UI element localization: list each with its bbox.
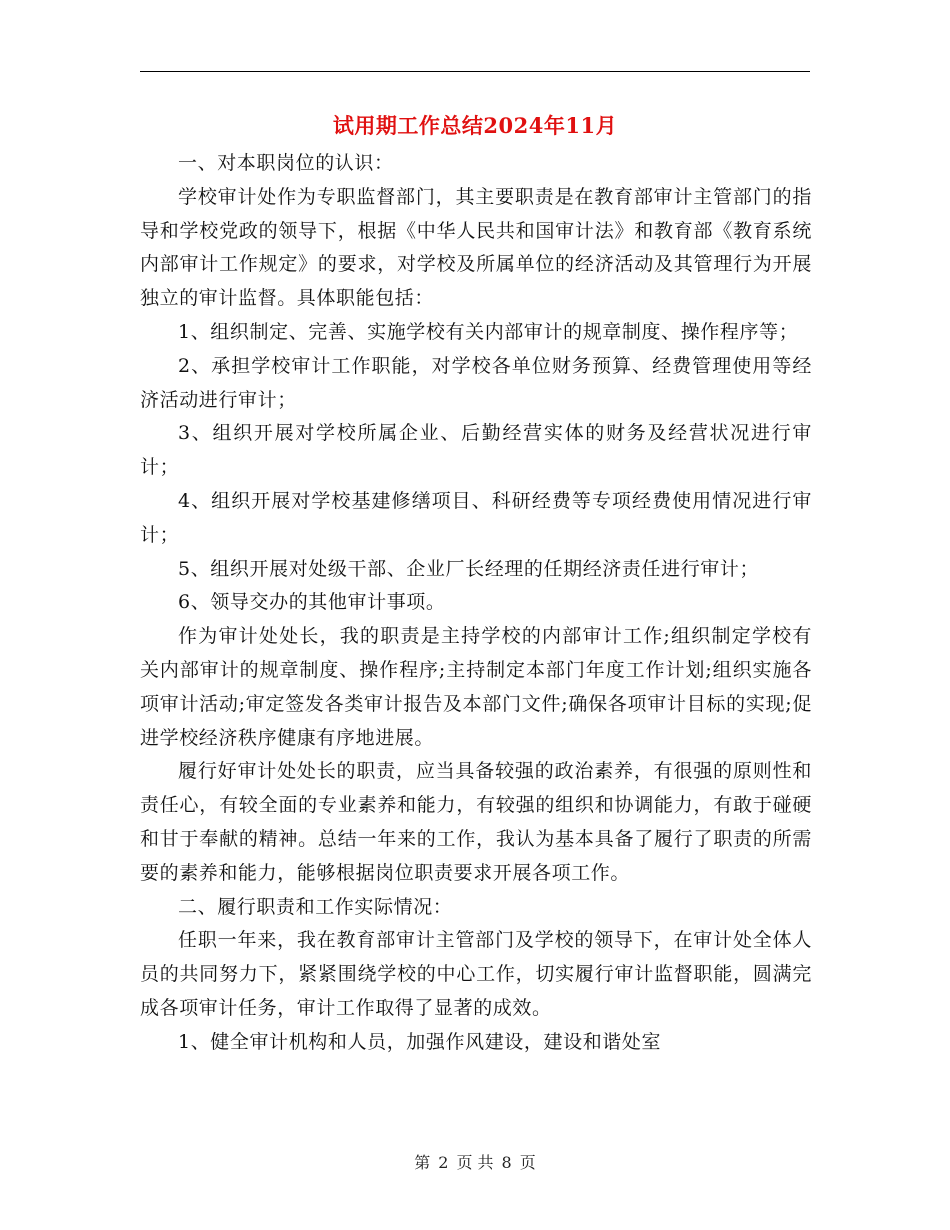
- header-rule: [140, 71, 810, 72]
- page-label-mid: 页 共: [456, 1153, 494, 1172]
- list-item-1: 1、组织制定、完善、实施学校有关内部审计的规章制度、操作程序等；: [178, 320, 799, 343]
- sub-item-1: 1、健全审计机构和人员，加强作风建设，建设和谐处室: [178, 1030, 662, 1053]
- current-page-number: 2: [438, 1153, 449, 1172]
- body-paragraph: 学校审计处作为专职监督部门，其主要职责是在教育部审计主管部门的指导和学校党政的领导下，根据《中华人民共和国审计法》和教育部《教育系统内部审计工作规定》的要求，对学校及所属单位的经济活动及其管理行为开展独立的审计监督。具体职能包括：: [140, 185, 812, 310]
- list-item-3: 3、组织开展对学校所属企业、后勤经营实体的财务及经营状况进行审计；: [140, 422, 812, 479]
- list-item-6: 6、领导交办的其他审计事项。: [178, 591, 446, 614]
- body-paragraph: 任职一年来，我在教育部审计主管部门及学校的领导下，在审计处全体人员的共同努力下，紧紧围绕学校的中心工作，切实履行审计监督职能，圆满完成各项审计任务，审计工作取得了显著的成效。: [140, 929, 812, 1019]
- list-item-4: 4、组织开展对学校基建修缮项目、科研经费等专项经费使用情况进行审计；: [140, 489, 812, 546]
- total-pages-number: 8: [501, 1153, 512, 1172]
- section-heading-2: 二、履行职责和工作实际情况：: [178, 895, 453, 918]
- document-body: [140, 147, 812, 1060]
- document-title: 试用期工作总结2024年11月: [332, 113, 618, 138]
- body-paragraph: 作为审计处处长，我的职责是主持学校的内部审计工作;组织制定学校有关内部审计的规章制度、操作程序;主持制定本部门年度工作计划;组织实施各项审计活动;审定签发各类审计报告及本部门文件;确保各项审计目标的实现;促进学校经济秩序健康有序地进展。: [140, 625, 812, 749]
- list-item-5: 5、组织开展对处级干部、企业厂长经理的任期经济责任进行审计；: [178, 557, 760, 580]
- page-footer: [0, 1151, 950, 1175]
- section-heading-1: 一、对本职岗位的认识：: [178, 152, 394, 174]
- list-item-2: 2、承担学校审计工作职能，对学校各单位财务预算、经费管理使用等经济活动进行审计；: [140, 354, 812, 411]
- page-label-prefix: 第: [414, 1153, 431, 1172]
- page-label-suffix: 页: [519, 1153, 536, 1172]
- body-paragraph: 履行好审计处处长的职责，应当具备较强的政治素养，有很强的原则性和责任心，有较全面的专业素养和能力，有较强的组织和协调能力，有敢于碰硬和甘于奉献的精神。总结一年来的工作，我认为基本具备了履行了职责的所需要的素养和能力，能够根据岗位职责要求开展各项工作。: [140, 760, 812, 884]
